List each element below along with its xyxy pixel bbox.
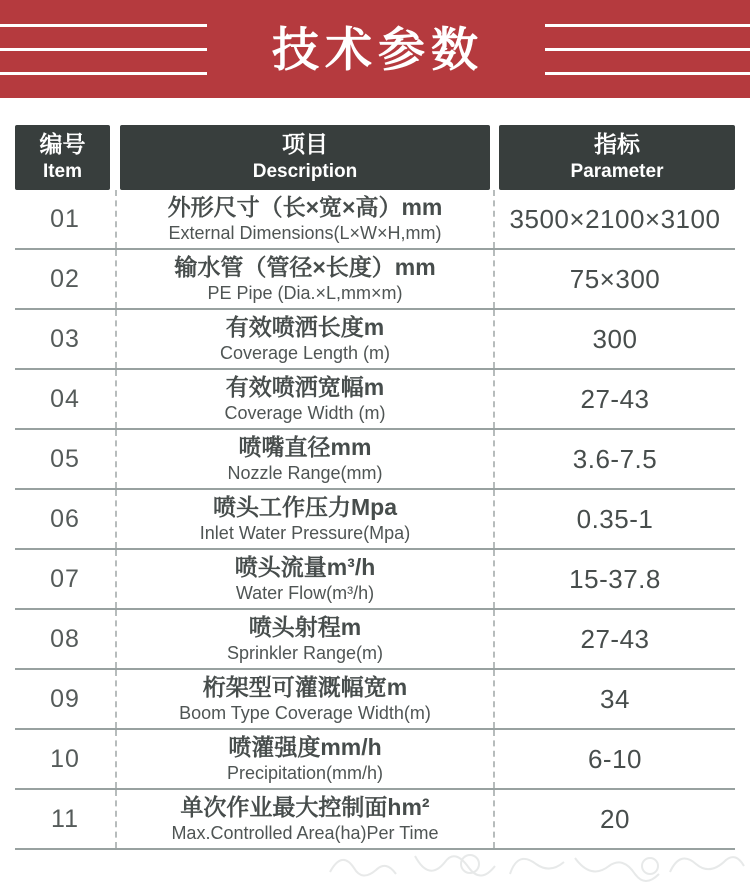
header-cell-description bbox=[120, 125, 490, 190]
item-number-cell: 09 bbox=[50, 684, 80, 713]
description-cell bbox=[115, 670, 495, 728]
banner-stripes-right bbox=[545, 0, 750, 98]
stripe-line bbox=[545, 48, 750, 51]
spec-table bbox=[15, 125, 735, 850]
header-parameter-en: Parameter bbox=[570, 161, 664, 183]
description-en: PE Pipe (Dia.×L,mm×m) bbox=[207, 282, 403, 303]
page-title: 技术参数 bbox=[272, 22, 484, 76]
item-number-cell: 03 bbox=[50, 324, 80, 353]
stripe-line bbox=[0, 24, 207, 27]
description-cell bbox=[115, 490, 495, 548]
table-row bbox=[15, 490, 735, 550]
description-cell bbox=[115, 730, 495, 788]
stripe-line bbox=[0, 72, 207, 75]
description-en: Sprinkler Range(m) bbox=[226, 642, 384, 663]
stripe-line bbox=[545, 72, 750, 75]
table-row bbox=[15, 250, 735, 310]
description-cn: 喷头射程m bbox=[248, 613, 362, 640]
parameter-value-cell: 3500×2100×3100 bbox=[509, 203, 721, 234]
description-cell bbox=[115, 370, 495, 428]
table-row bbox=[15, 550, 735, 610]
item-number-cell: 07 bbox=[50, 564, 80, 593]
description-cell bbox=[115, 250, 495, 308]
description-cn: 单次作业最大控制面hm² bbox=[180, 793, 430, 820]
description-cn: 喷嘴直径mm bbox=[238, 433, 372, 460]
item-number-cell: 02 bbox=[50, 264, 80, 293]
stripe-line bbox=[0, 48, 207, 51]
description-cn: 喷头工作压力Mpa bbox=[213, 493, 397, 520]
table-row bbox=[15, 790, 735, 850]
table-row bbox=[15, 310, 735, 370]
item-number-cell: 11 bbox=[51, 804, 79, 833]
description-cell bbox=[115, 550, 495, 608]
description-en: Water Flow(m³/h) bbox=[235, 582, 375, 603]
item-number-cell: 01 bbox=[50, 204, 80, 233]
description-en: Coverage Length (m) bbox=[219, 342, 391, 363]
description-cell bbox=[115, 310, 495, 368]
description-cn: 喷灌强度mm/h bbox=[228, 733, 382, 760]
parameter-value-cell: 20 bbox=[600, 803, 630, 834]
table-row bbox=[15, 190, 735, 250]
description-cn: 有效喷洒长度m bbox=[225, 313, 385, 340]
description-en: Coverage Width (m) bbox=[224, 402, 386, 423]
description-en: Boom Type Coverage Width(m) bbox=[179, 702, 431, 723]
banner-stripes-left bbox=[0, 0, 207, 98]
item-number-cell: 05 bbox=[50, 444, 80, 473]
table-header-row bbox=[15, 125, 735, 190]
description-en: Precipitation(mm/h) bbox=[226, 762, 384, 783]
description-cn: 有效喷洒宽幅m bbox=[225, 373, 385, 400]
description-cn: 桁架型可灌溉幅宽m bbox=[202, 673, 408, 700]
description-cell bbox=[115, 790, 495, 848]
table-row bbox=[15, 370, 735, 430]
description-en: Max.Controlled Area(ha)Per Time bbox=[171, 822, 439, 843]
header-parameter-cn: 指标 bbox=[594, 131, 640, 158]
parameter-value-cell: 6-10 bbox=[587, 743, 643, 774]
description-en: Inlet Water Pressure(Mpa) bbox=[199, 522, 411, 543]
header-description-cn: 项目 bbox=[282, 131, 328, 158]
description-cell bbox=[115, 610, 495, 668]
parameter-value-cell: 75×300 bbox=[569, 263, 661, 294]
table-row bbox=[15, 730, 735, 790]
table-body bbox=[15, 190, 735, 850]
description-cn: 外形尺寸（长×宽×高）mm bbox=[167, 193, 443, 220]
parameter-value-cell: 34 bbox=[600, 683, 630, 714]
item-number-cell: 08 bbox=[50, 624, 80, 653]
parameter-value-cell: 300 bbox=[592, 323, 638, 354]
header-description-en: Description bbox=[252, 161, 358, 183]
description-cn: 喷头流量m³/h bbox=[234, 553, 376, 580]
item-number-cell: 06 bbox=[50, 504, 80, 533]
parameter-value-cell: 3.6-7.5 bbox=[572, 443, 658, 474]
parameter-value-cell: 0.35-1 bbox=[576, 503, 654, 534]
header-banner bbox=[0, 0, 750, 98]
description-cn: 输水管（管径×长度）mm bbox=[174, 253, 436, 280]
header-item-en: Item bbox=[42, 161, 83, 183]
parameter-value-cell: 27-43 bbox=[580, 383, 650, 414]
header-cell-item bbox=[15, 125, 110, 190]
description-cell bbox=[115, 430, 495, 488]
item-number-cell: 04 bbox=[50, 384, 80, 413]
table-row bbox=[15, 430, 735, 490]
item-number-cell: 10 bbox=[50, 744, 80, 773]
header-item-cn: 编号 bbox=[39, 131, 86, 158]
description-en: Nozzle Range(mm) bbox=[227, 462, 383, 483]
parameter-value-cell: 27-43 bbox=[580, 623, 650, 654]
stripe-line bbox=[545, 24, 750, 27]
header-cell-parameter bbox=[499, 125, 735, 190]
description-en: External Dimensions(L×W×H,mm) bbox=[168, 222, 442, 243]
description-cell bbox=[115, 190, 495, 248]
parameter-value-cell: 15-37.8 bbox=[569, 563, 661, 594]
table-row bbox=[15, 670, 735, 730]
table-row bbox=[15, 610, 735, 670]
